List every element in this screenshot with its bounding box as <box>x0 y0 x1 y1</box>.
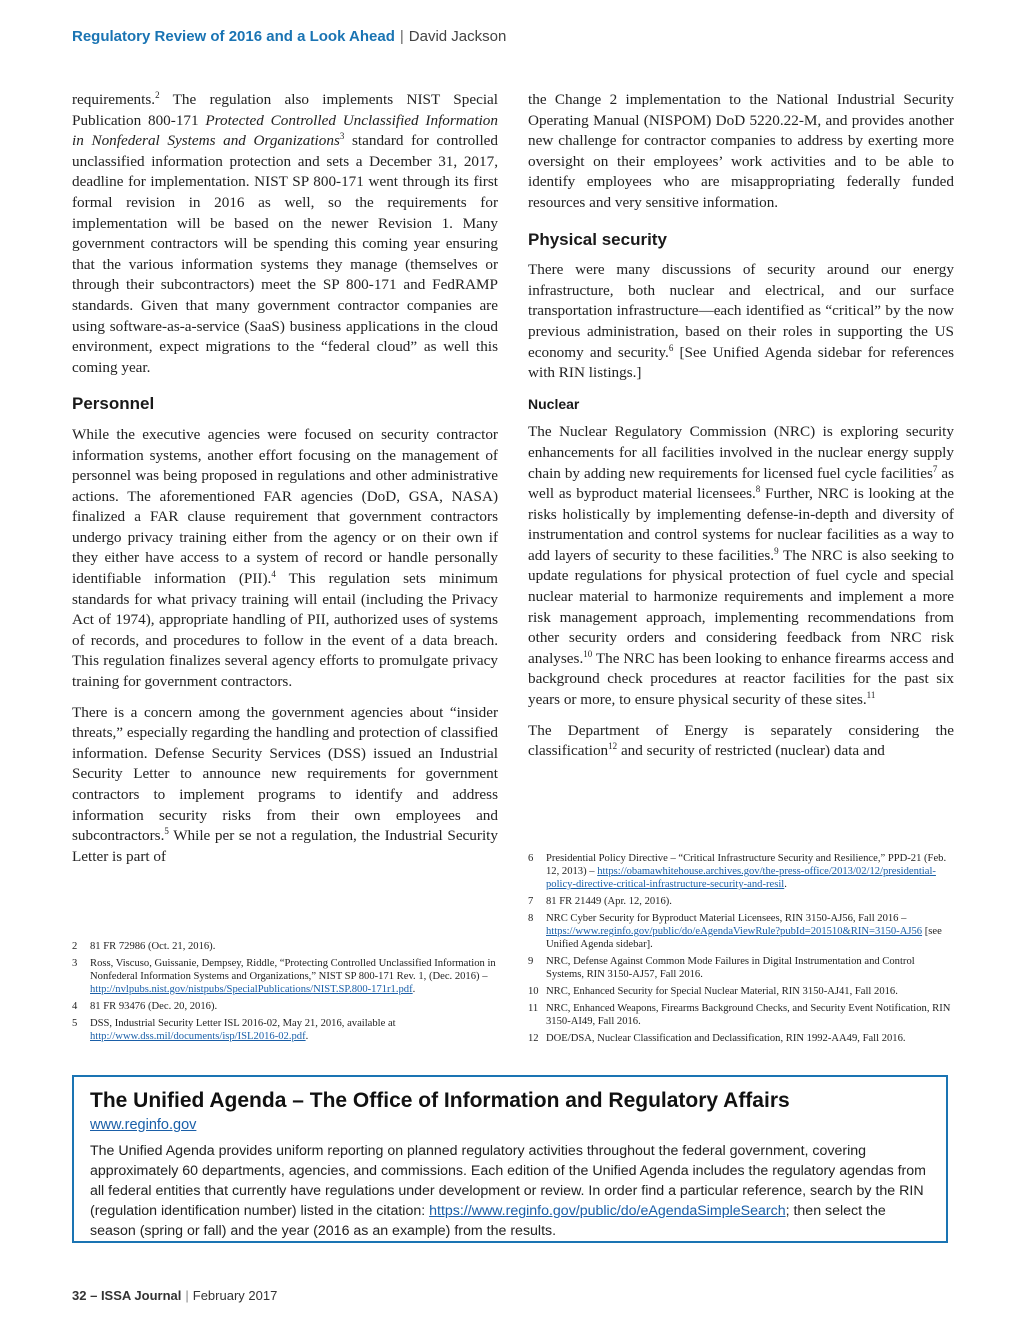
issue-date: February 2017 <box>192 1288 278 1303</box>
sidebar-text: The Unified Agenda provides uniform reporting on planned regulatory activities throughout the federal government, covering approximately 60 departments, agencies, and commissions. Each edition of the Unified Agenda includes the regulatory agendas from all federal entities that currently have regulations under development or review. In order find a particular reference, search by the RIN (regulation identification number) listed in the citation: https://www.reginfo.gov/public/do/eAgendaSimpleSearch; then select the season (spring or fall) and the year (2016 as an example) from the results. <box>90 1143 926 1239</box>
running-header <box>72 28 506 45</box>
footnote: 6 Presidential Policy Directive – “Critical Infrastructure Security and Resilience,” PPD-21 (Feb. 12, 2013) – https://obamawhitehouse.archives.gov/the-press-office/2013/02/12/presidential-policy-directive-critical-infrastructure-security-and-resil. <box>528 853 947 890</box>
page-number: 32 <box>72 1288 87 1303</box>
footnote: 8 NRC Cyber Security for Byproduct Material Licensees, RIN 3150-AJ56, Fall 2016 – https://www.reginfo.gov/public/do/eAgendaViewRule?pubId=201510&RIN=3150-AJ56 [see Unified Agenda sidebar]. <box>528 913 942 950</box>
header-separator: | <box>399 28 404 45</box>
footnote: 11 NRC, Enhanced Weapons, Firearms Background Checks, and Security Event Notification, RIN 3150-AI49, Fall 2016. <box>528 1003 951 1027</box>
footnote-link[interactable]: http://www.dss.mil/documents/isp/ISL2016-02.pdf <box>90 1031 306 1042</box>
footnote-ref[interactable]: 2 <box>155 89 160 100</box>
right-column <box>528 90 954 772</box>
section-heading-personnel: Personnel <box>72 394 155 414</box>
author-name: David Jackson <box>408 28 507 45</box>
page-footer: 32 – ISSA Journal | February 2017 <box>72 1288 278 1303</box>
footnote: 4 81 FR 93476 (Dec. 20, 2016). <box>72 1001 218 1012</box>
footnote-link[interactable]: https://obamawhitehouse.archives.gov/the-press-office/2013/02/12/presidential-policy-directive-critical-infrastructure-security-and-resil <box>546 866 936 890</box>
footnote-ref[interactable]: 11 <box>866 689 876 700</box>
reginfo-link[interactable]: www.reginfo.gov <box>90 1117 197 1133</box>
footnote-ref[interactable]: 9 <box>774 545 779 556</box>
subsection-heading-nuclear: Nuclear <box>528 395 580 412</box>
footnote: 5 DSS, Industrial Security Letter ISL 2016-02, May 21, 2016, available at http://www.dss.mil/documents/isp/ISL2016-02.pdf. <box>72 1018 396 1042</box>
footnote: 12 DOE/DSA, Nuclear Classification and Declassification, RIN 1992-AA49, Fall 2016. <box>528 1033 906 1044</box>
footnote: 9 NRC, Defense Against Common Mode Failures in Digital Instrumentation and Control Systems, RIN 3150-AJ57, Fall 2016. <box>528 956 915 980</box>
footnote-link[interactable]: http://nvlpubs.nist.gov/nistpubs/SpecialPublications/NIST.SP.800-171r1.pdf <box>90 984 413 995</box>
footnote-link[interactable]: https://www.reginfo.gov/public/do/eAgendaViewRule?pubId=201510&RIN=3150-AJ56 <box>546 926 923 937</box>
paragraph: The Department of Energy is separately considering the classification$^{12}$ and security of restricted (nuclear) data and <box>528 721 954 760</box>
section-heading-physical-security: Physical security <box>528 229 667 249</box>
footnote: 3 Ross, Viscuso, Guissanie, Dempsey, Riddle, “Protecting Controlled Unclassified Information in Nonfederal Information Systems and Organizations,” NIST SP 800-171 Rev. 1, (Dec. 2016) – http://nvlpubs.nist.gov/nistpubs/SpecialPublications/NIST.SP.800-171r1.pdf. <box>72 958 496 995</box>
footnote-ref[interactable]: 10 <box>583 648 593 659</box>
paragraph: requirements.$^2$ The regulation also implements NIST Special Publication 800-171 Protected Controlled Unclassified Information in Nonfederal Systems and Organizations$^3$ standard for controlled unclassified information protection and sets a December 31, 2017, deadline for implementation. NIST SP 800-171 went through its first formal revision in 2016 as well, so the requirements for implementation will be based on the newer Revision 1. Many government contractors will be spending this coming year ensuring that the various information systems they manage (themselves or through their subcontractors) meet the SP 800-171 and FedRAMP standards. Given that many government contractor companies are using software-as-a-service (SaaS) business applications in the cloud environment, expect migrations to the “federal cloud” as well this coming year. <box>72 89 499 376</box>
unified-agenda-sidebar <box>72 1075 948 1243</box>
paragraph: the Change 2 implementation to the National Industrial Security Operating Manual (NISPOM) DoD 5220.22-M, and provides another new challenge for contractor companies to address by exerting more oversight on their employees’ work activities and to be able to identify employees who are misappropriating federally funded resources and very sensitive information. <box>528 91 954 211</box>
paragraph: There is a concern among the government agencies about “insider threats,” especially regarding the handling and protection of classified information. Defense Security Services (DSS) issued an Industrial Security Letter to announce new requirements for government contractors to implement programs to identify and address information security risks from their own employees and subcontractors.$^5$ While per se not a regulation, the Industrial Security Letter is part of <box>72 703 498 865</box>
paragraph: The Nuclear Regulatory Commission (NRC) is exploring security enhancements for all facilities involved in the nuclear energy supply chain by adding new requirements for licensed fuel cycle facilities$^7$ as well as byproduct material licensees.$^8$ Further, NRC is looking at the risks holistically by implementing defense-in-depth and diversity of instrumentation and control systems for nuclear facilities as a way to add layers of security to these facilities.$^9$ The NRC is also seeking to update regulations for physical protection of fuel cycle and special nuclear material to harmonize requirements and implement a more risk management approach, implementing recommendations from other security orders and considering feedback from NRC risk analyses.$^{10}$ The NRC has been looking to enhance firearms access and background check procedures at reactor facilities for the past six years or more, to ensure physical security of these sites.$^{11}$ <box>528 423 955 709</box>
footnote-ref[interactable]: 12 <box>608 741 618 752</box>
footnote: 2 81 FR 72986 (Oct. 21, 2016). <box>72 941 216 952</box>
left-column <box>72 90 498 877</box>
footnote-ref[interactable]: 4 <box>271 569 276 579</box>
journal-name: ISSA Journal <box>100 1288 182 1303</box>
footnote-ref[interactable]: 3 <box>339 131 345 142</box>
paragraph: There were many discussions of security around our energy infrastructure, both nuclear and electrical, and our surface transportation infrastructure—each identified as “critical” by the now previous administration, based on their roles in supporting the US economy and security.$^6$ [See Unified Agenda sidebar for references with RIN listings.] <box>528 261 954 382</box>
search-link[interactable]: https://www.reginfo.gov/public/do/eAgendaSimpleSearch <box>429 1203 786 1219</box>
footnote: 7 81 FR 21449 (Apr. 12, 2016). <box>528 896 672 907</box>
paragraph: While the executive agencies were focused on security contractor information systems, another effort focusing on the management of personnel was being proposed in regulations and other administrative actions. The aforementioned FAR agencies (DoD, GSA, NASA) finalized a FAR clause requirement that government contractors undergo privacy training either from the agency or on their own if they either have access to a system of record or handle personally identifiable information (PII).$^4$ This regulation sets minimum standards for what privacy training will entail (including the Privacy Act of 1974), appropriate handling of PII, authorized uses of systems of records, and procedures to follow in the event of a data breach. This regulation finalizes several agency efforts to promulgate privacy training for government contractors. <box>72 425 498 691</box>
article-title: Regulatory Review of 2016 and a Look Ahead <box>72 28 395 45</box>
footnote-ref[interactable]: 6 <box>668 342 674 353</box>
footnote-ref[interactable]: 8 <box>755 484 761 495</box>
footnote: 10 NRC, Enhanced Security for Special Nuclear Material, RIN 3150-AJ41, Fall 2016. <box>528 986 898 997</box>
footnote-ref[interactable]: 5 <box>164 826 169 837</box>
footnotes-left <box>72 940 498 1047</box>
footnote-ref[interactable]: 7 <box>932 463 938 474</box>
footnotes-right <box>528 852 954 1049</box>
sidebar-title: The Unified Agenda – The Office of Information and Regulatory Affairs <box>90 1089 790 1112</box>
